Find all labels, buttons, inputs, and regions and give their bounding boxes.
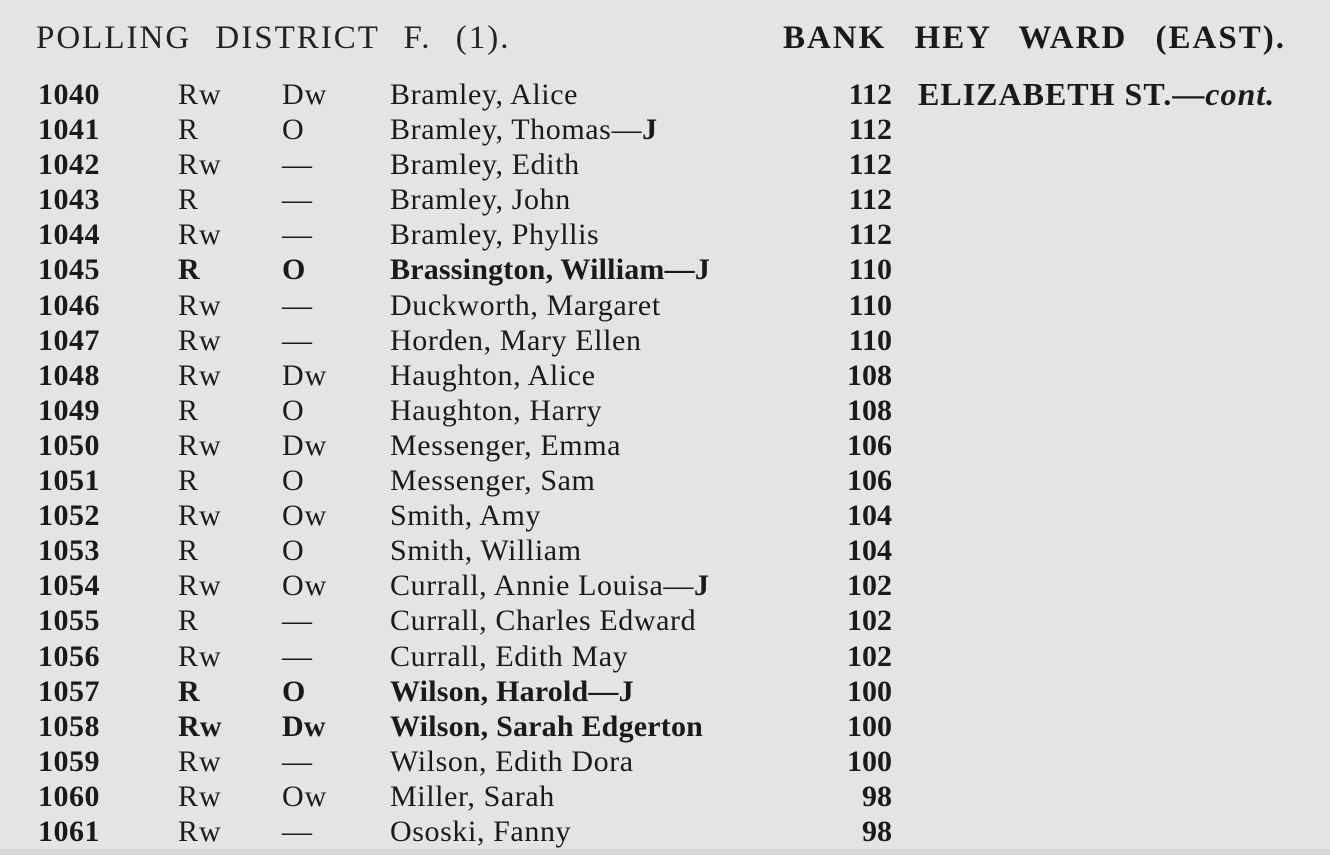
elector-number: 1040: [38, 78, 100, 111]
qualification-code: R: [178, 253, 200, 287]
elector-number: 1052: [38, 499, 100, 533]
qualification-code: Rw: [178, 358, 222, 392]
elector-name: [390, 639, 628, 674]
house-number: 102: [847, 569, 892, 603]
occupation-code: —: [282, 288, 313, 322]
ward-heading: BANK HEY WARD (EAST).: [782, 20, 1286, 56]
elector-row: [0, 533, 910, 568]
qualification-code: Rw: [178, 779, 222, 813]
elector-name: [390, 744, 634, 779]
elector-name-text: Currall, Edith May: [390, 639, 629, 673]
house-number: 100: [847, 709, 892, 743]
elector-row: [0, 323, 910, 358]
occupation-code: Dw: [282, 78, 328, 111]
elector-name: [390, 147, 580, 182]
elector-name: [390, 674, 634, 709]
elector-name-text: Wilson, Harold—: [390, 674, 619, 708]
elector-number: 1058: [38, 709, 100, 743]
elector-name-text: Bramley, John: [390, 183, 571, 217]
elector-name-text: Wilson, Edith Dora: [390, 744, 634, 778]
elector-number: 1055: [38, 604, 100, 638]
house-number: 108: [847, 358, 892, 392]
polling-district-heading: POLLING DISTRICT F. (1).: [36, 20, 511, 56]
house-number: 100: [847, 674, 892, 708]
occupation-code: Ow: [282, 779, 328, 813]
street-dash: —: [1172, 76, 1206, 112]
house-number: 98: [862, 814, 892, 848]
occupation-code: O: [282, 674, 306, 708]
house-number: 104: [847, 534, 892, 568]
elector-name: [390, 568, 710, 603]
occupation-code: O: [282, 113, 305, 147]
elector-name-text: Wilson, Sarah Edgerton: [390, 709, 704, 743]
elector-list: [0, 77, 910, 849]
qualification-code: R: [178, 534, 200, 568]
qualification-code: R: [178, 113, 200, 147]
qualification-code: Rw: [178, 744, 222, 778]
qualification-code: Rw: [178, 569, 222, 603]
elector-number: 1050: [38, 428, 100, 462]
house-number: 104: [847, 499, 892, 533]
elector-row: [0, 393, 910, 428]
elector-name: [390, 393, 602, 428]
qualification-code: Rw: [178, 78, 222, 111]
elector-row: [0, 463, 910, 498]
occupation-code: Ow: [282, 569, 328, 603]
elector-number: 1044: [38, 218, 100, 252]
juror-marker: J: [694, 569, 710, 603]
house-number: 112: [848, 183, 892, 217]
occupation-code: Dw: [282, 428, 328, 462]
house-number: 110: [848, 323, 892, 357]
elector-name: [390, 603, 696, 638]
elector-row: [0, 182, 910, 217]
elector-name-text: Messenger, Emma: [390, 428, 622, 462]
house-number: 106: [847, 464, 892, 498]
juror-marker: J: [642, 113, 658, 147]
elector-number: 1054: [38, 569, 100, 603]
house-number: 110: [848, 288, 892, 322]
elector-row: [0, 498, 910, 533]
elector-number: 1047: [38, 323, 100, 357]
elector-name: [390, 252, 710, 287]
qualification-code: Rw: [178, 288, 222, 322]
elector-row: [0, 252, 910, 287]
house-number: 108: [847, 393, 892, 427]
elector-number: 1045: [38, 253, 100, 287]
elector-number: 1041: [38, 113, 100, 147]
qualification-code: Rw: [178, 218, 222, 252]
house-number: 112: [848, 113, 892, 147]
elector-number: 1057: [38, 674, 100, 708]
house-number: 112: [848, 148, 892, 182]
juror-marker: J: [618, 674, 634, 708]
elector-name: [390, 533, 582, 568]
elector-row: [0, 428, 910, 463]
qualification-code: R: [178, 674, 200, 708]
elector-number: 1060: [38, 779, 100, 813]
elector-number: 1043: [38, 183, 100, 217]
qualification-code: Rw: [178, 323, 222, 357]
occupation-code: O: [282, 253, 306, 287]
house-number: 106: [847, 428, 892, 462]
house-number: 112: [848, 218, 892, 252]
elector-name-text: Bramley, Phyllis: [390, 218, 600, 252]
elector-name-text: Currall, Annie Louisa—: [390, 569, 694, 603]
elector-number: 1046: [38, 288, 100, 322]
elector-name: [390, 709, 703, 744]
elector-number: 1056: [38, 639, 100, 673]
elector-number: 1053: [38, 534, 100, 568]
house-number: 100: [847, 744, 892, 778]
elector-row: [0, 779, 910, 814]
juror-marker: J: [694, 253, 711, 287]
occupation-code: —: [282, 744, 313, 778]
elector-name: [390, 288, 661, 323]
elector-name: [390, 112, 658, 147]
elector-row: [0, 603, 910, 638]
page-edge: [0, 849, 1330, 855]
elector-row: [0, 77, 910, 112]
elector-row: [0, 358, 910, 393]
elector-name-text: Haughton, Harry: [390, 393, 603, 427]
elector-name-text: Messenger, Sam: [390, 464, 596, 498]
elector-row: [0, 147, 910, 182]
elector-name-text: Smith, Amy: [390, 499, 542, 533]
occupation-code: —: [282, 218, 313, 252]
elector-name-text: Haughton, Alice: [390, 358, 596, 392]
elector-row: [0, 217, 910, 252]
qualification-code: Rw: [178, 814, 222, 848]
elector-row: [0, 744, 910, 779]
occupation-code: —: [282, 639, 313, 673]
elector-number: 1042: [38, 148, 100, 182]
occupation-code: O: [282, 464, 305, 498]
street-continued: cont.: [1205, 76, 1276, 112]
occupation-code: Dw: [282, 709, 326, 743]
qualification-code: R: [178, 183, 200, 217]
elector-row: [0, 814, 910, 849]
occupation-code: Dw: [282, 358, 328, 392]
elector-name: [390, 182, 571, 217]
elector-row: [0, 112, 910, 147]
occupation-code: O: [282, 534, 305, 568]
occupation-code: —: [282, 183, 313, 217]
elector-name-text: Bramley, Thomas—: [390, 113, 643, 147]
elector-name: [390, 498, 541, 533]
elector-name-text: Currall, Charles Edward: [390, 604, 697, 638]
qualification-code: Rw: [178, 148, 222, 182]
elector-name: [390, 779, 555, 814]
elector-name-text: Duckworth, Margaret: [390, 288, 661, 322]
elector-name-text: Bramley, Alice: [390, 78, 579, 111]
qualification-code: Rw: [178, 428, 222, 462]
occupation-code: Ow: [282, 499, 328, 533]
street-name: ELIZABETH ST.: [918, 76, 1173, 112]
house-number: 102: [847, 639, 892, 673]
elector-number: 1059: [38, 744, 100, 778]
elector-name-text: Smith, William: [390, 534, 582, 568]
elector-name: [390, 77, 578, 112]
elector-name-text: Brassington, William—: [390, 253, 695, 287]
qualification-code: R: [178, 393, 200, 427]
house-number: 112: [848, 78, 892, 111]
house-number: 110: [848, 253, 892, 287]
house-number: 98: [862, 779, 892, 813]
qualification-code: Rw: [178, 709, 222, 743]
street-heading: [918, 76, 1275, 113]
qualification-code: Rw: [178, 499, 222, 533]
elector-name: [390, 323, 642, 358]
house-number: 102: [847, 604, 892, 638]
page-header: [0, 20, 1330, 60]
elector-number: 1049: [38, 393, 100, 427]
elector-row: [0, 674, 910, 709]
qualification-code: Rw: [178, 639, 222, 673]
occupation-code: —: [282, 323, 313, 357]
occupation-code: O: [282, 393, 305, 427]
elector-number: 1061: [38, 814, 100, 848]
elector-row: [0, 568, 910, 603]
elector-row: [0, 639, 910, 674]
elector-name-text: Bramley, Edith: [390, 148, 580, 182]
elector-name: [390, 463, 596, 498]
qualification-code: R: [178, 464, 200, 498]
elector-name: [390, 217, 599, 252]
elector-name: [390, 814, 571, 849]
elector-row: [0, 288, 910, 323]
elector-name-text: Ososki, Fanny: [390, 814, 572, 848]
elector-name-text: Miller, Sarah: [390, 779, 555, 813]
occupation-code: —: [282, 148, 313, 182]
elector-row: [0, 709, 910, 744]
occupation-code: —: [282, 604, 313, 638]
elector-name: [390, 428, 621, 463]
elector-name: [390, 358, 596, 393]
occupation-code: —: [282, 814, 313, 848]
elector-number: 1048: [38, 358, 100, 392]
elector-name-text: Horden, Mary Ellen: [390, 323, 642, 357]
elector-number: 1051: [38, 464, 100, 498]
qualification-code: R: [178, 604, 200, 638]
